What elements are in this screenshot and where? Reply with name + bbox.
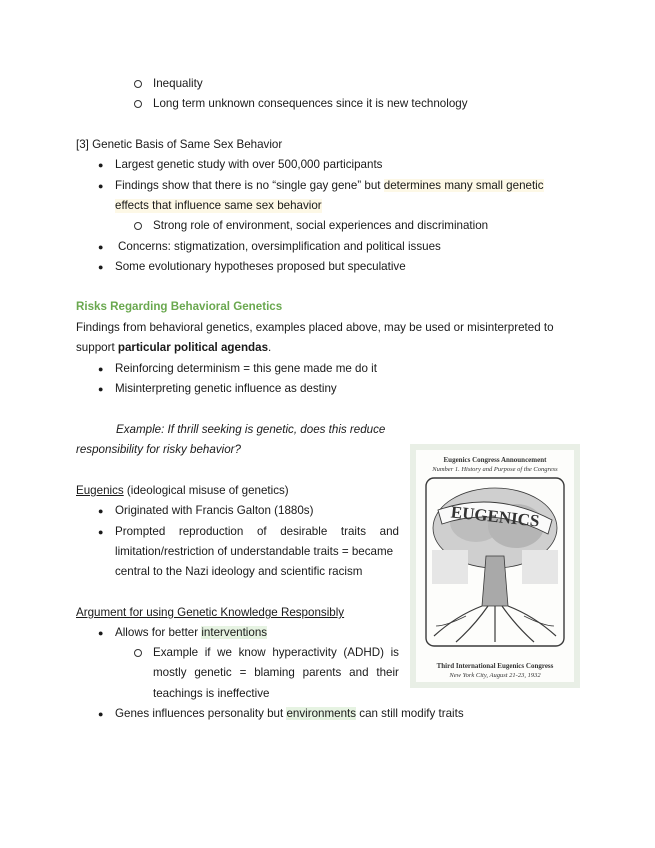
word: we — [217, 646, 232, 659]
example-text: Example: If thrill seeking is genetic, does this reduce — [116, 423, 386, 436]
section-heading — [76, 484, 289, 498]
bullet-icon: ● — [98, 160, 104, 170]
tree-illustration-icon — [416, 476, 574, 656]
list-item: Misinterpreting genetic influence as destiny — [115, 382, 337, 395]
sub-bullet-icon — [134, 649, 142, 657]
highlighted-text: interventions — [201, 626, 268, 639]
poster-subtitle: Number 1. History and Purpose of the Congress — [432, 466, 558, 473]
word: is — [390, 646, 399, 659]
word: reproduction — [178, 525, 244, 538]
bullet-icon: ● — [98, 384, 104, 394]
word: hyperactivity — [272, 646, 337, 659]
word: parents — [302, 666, 342, 679]
list-item-text: Allows for better — [115, 626, 202, 639]
list-item — [115, 707, 464, 721]
word: their — [376, 666, 399, 679]
list-item: Concerns: stigmatization, oversimplification and political issues — [118, 240, 441, 253]
section-heading: [3] Genetic Basis of Same Sex Behavior — [76, 138, 283, 151]
poster-footer-date: New York City, August 21-23, 1932 — [449, 672, 541, 679]
sub-bullet-icon — [134, 222, 142, 230]
bullet-icon: ● — [98, 262, 104, 272]
bullet-icon: ● — [98, 242, 104, 252]
word: desirable — [280, 525, 328, 538]
list-item: Long term unknown consequences since it is new technology — [153, 97, 468, 110]
bullet-icon: ● — [98, 709, 104, 719]
poster-footer: Third International Eugenics Congress — [436, 662, 554, 670]
bold-text: particular political agendas — [117, 341, 269, 354]
list-item-text: Findings show that there is no “single gay gene” but — [115, 179, 384, 192]
word: = — [239, 666, 247, 679]
list-item-continuation — [153, 666, 399, 680]
poster-word: EUGENICS — [450, 502, 541, 531]
sub-bullet-icon — [134, 80, 142, 88]
word: and — [379, 525, 399, 538]
word: genetic — [194, 666, 232, 679]
list-item — [115, 626, 267, 640]
word: (ADHD) — [343, 646, 384, 659]
list-item — [115, 179, 544, 193]
paragraph-text: support — [76, 341, 118, 354]
highlighted-text: environments — [286, 707, 357, 720]
word: if — [204, 646, 211, 659]
paragraph-line — [76, 341, 271, 355]
list-item: Originated with Francis Galton (1880s) — [115, 504, 314, 517]
list-item — [153, 646, 399, 660]
section-heading: Argument for using Genetic Knowledge Responsibly — [76, 606, 345, 619]
list-item-continuation: effects that influence same sex behavior — [115, 199, 322, 212]
bullet-icon: ● — [98, 181, 104, 191]
sub-bullet-icon — [134, 100, 142, 108]
underlined-term: Eugenics — [76, 484, 124, 497]
list-item — [115, 525, 399, 539]
poster-paper — [416, 450, 574, 682]
list-item-text: Genes influences personality but — [115, 707, 287, 720]
word: of — [256, 525, 267, 538]
list-item-continuation: central to the Nazi ideology and scientific racism — [115, 565, 363, 578]
list-item: Inequality — [153, 77, 203, 90]
list-item-text: can still modify traits — [356, 707, 464, 720]
bullet-icon: ● — [98, 506, 104, 516]
word: Prompted — [115, 525, 166, 538]
word: know — [238, 646, 266, 659]
poster-title: Eugenics Congress Announcement — [443, 456, 547, 464]
eugenics-poster-image — [410, 444, 580, 688]
list-item: Reinforcing determinism = this gene made me do it — [115, 362, 377, 375]
bullet-icon: ● — [98, 628, 104, 638]
paragraph-line: Findings from behavioral genetics, examples placed above, may be used or misinterpreted to — [76, 321, 554, 334]
highlighted-text: determines many small genetic — [383, 179, 544, 192]
bullet-icon: ● — [98, 364, 104, 374]
word: and — [349, 666, 369, 679]
example-text: responsibility for risky behavior? — [76, 443, 241, 456]
list-item: Strong role of environment, social experiences and discrimination — [153, 219, 489, 232]
word: mostly — [153, 666, 187, 679]
list-item: Some evolutionary hypotheses proposed but speculative — [115, 260, 406, 273]
heading-text: (ideological misuse of genetics) — [123, 484, 289, 497]
word: traits — [340, 525, 367, 538]
word: blaming — [254, 666, 295, 679]
word: Example — [153, 646, 199, 659]
list-item-continuation: teachings is ineffective — [153, 687, 270, 700]
section-heading: Risks Regarding Behavioral Genetics — [76, 300, 283, 313]
list-item: Largest genetic study with over 500,000 participants — [115, 158, 383, 171]
paragraph-text: . — [268, 341, 272, 354]
bullet-icon: ● — [98, 527, 104, 537]
list-item-continuation: limitation/restriction of understandable traits = became — [115, 545, 394, 558]
